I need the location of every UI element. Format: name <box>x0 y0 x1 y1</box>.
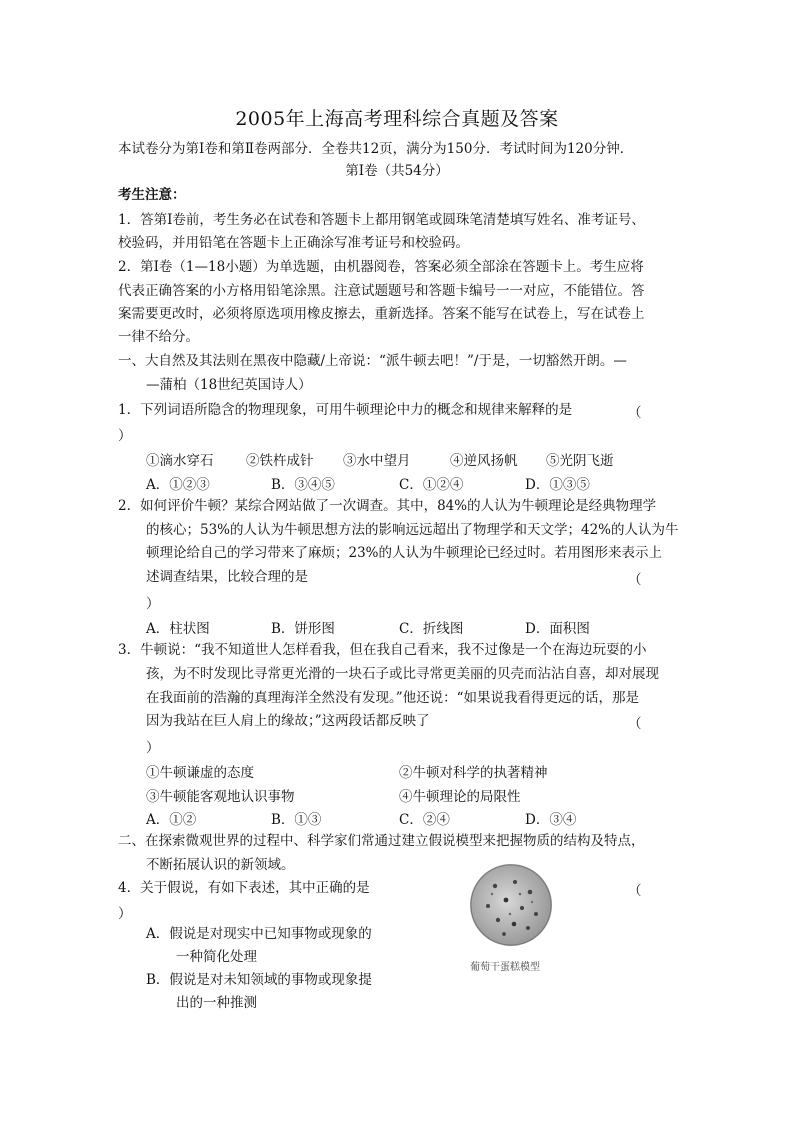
q1-option-a: A．①②③ <box>146 477 210 493</box>
plum-pudding-model-illustration <box>470 864 552 946</box>
section-heading: 第Ⅰ卷（共54分） <box>345 163 449 179</box>
answer-paren-close: ） <box>146 596 160 612</box>
plum-pudding-model-figure <box>470 864 552 946</box>
q4-option-b-line-2: 出的一种推测 <box>176 995 257 1011</box>
q4-option-b-line-1: B．假说是对未知领域的事物或现象提 <box>146 972 372 988</box>
answer-paren-close: ） <box>146 740 160 756</box>
page-title: 2005年上海高考理科综合真题及答案 <box>235 108 559 130</box>
question-4-text: 4．关于假说，有如下表述，其中正确的是 <box>118 880 370 896</box>
notice-2-line-3: 案需要更改时，必须将原选项用橡皮擦去，重新选择。答案不能写在试卷上，写在试卷上 <box>118 306 645 322</box>
q1-item-5: ⑤光阴飞逝 <box>546 453 614 469</box>
q4-option-a-line-1: A．假说是对现实中已知事物或现象的 <box>146 926 372 942</box>
q2-option-b: B．饼形图 <box>271 621 335 637</box>
q4-option-a-line-2: 一种简化处理 <box>176 949 257 965</box>
question-3-line-4: 因为我站在巨人肩上的缘故；”这两段话都反映了 <box>146 713 430 729</box>
intro-text: 本试卷分为第Ⅰ卷和第Ⅱ卷两部分．全卷共12页，满分为150分．考试时间为120分钟． <box>118 141 634 157</box>
q2-option-d: D．面积图 <box>525 621 590 637</box>
answer-paren-close: ） <box>118 428 132 444</box>
q3-item-3: ③牛顿能客观地认识事物 <box>146 789 295 805</box>
notice-2-line-1: 2．第Ⅰ卷（1—18小题）为单选题，由机器阅卷，答案必须全部涂在答题卡上。考生应将 <box>118 259 644 275</box>
q2-option-a: A．柱状图 <box>146 621 210 637</box>
question-1-text: 1．下列词语所隐含的物理现象，可用牛顿理论中力的概念和规律来解释的是 <box>118 402 573 418</box>
question-2-line-4: 述调查结果，比较合理的是 <box>146 569 308 585</box>
q3-item-1: ①牛顿谦虚的态度 <box>146 765 254 781</box>
q3-option-c: C．②④ <box>399 812 450 828</box>
part-2-line-1: 二、在探索微观世界的过程中、科学家们常通过建立假说模型来把握物质的结构及特点， <box>118 833 645 849</box>
figure-caption: 葡萄干蛋糕模型 <box>470 962 540 973</box>
q1-item-1: ①滴水穿石 <box>146 453 214 469</box>
notice-2-line-4: 一律不给分。 <box>118 329 199 345</box>
notice-1-line-1: 1．答第Ⅰ卷前，考生务必在试卷和答题卡上都用钢笔或圆珠笔清楚填写姓名、准考证号、 <box>118 212 645 228</box>
q1-item-4: ④逆风扬帆 <box>450 453 518 469</box>
answer-paren-close: ） <box>118 906 132 922</box>
notice-title: 考生注意： <box>118 187 186 203</box>
question-2-line-3: 顿理论给自己的学习带来了麻烦；23%的人认为牛顿理论已经过时。若用图形来表示上 <box>146 545 663 561</box>
q3-option-d: D．③④ <box>525 812 577 828</box>
answer-paren-open: （ <box>628 716 642 732</box>
q1-option-d: D．①③⑤ <box>525 477 590 493</box>
q1-item-3: ③水中望月 <box>343 453 411 469</box>
q1-item-2: ②铁杵成针 <box>246 453 314 469</box>
answer-paren-open: （ <box>628 572 642 588</box>
notice-2-line-2: 代表正确答案的小方格用铅笔涂黑。注意试题题号和答题卡编号一一对应，不能错位。答 <box>118 283 645 299</box>
q3-item-2: ②牛顿对科学的执著精神 <box>399 765 548 781</box>
answer-paren-open: （ <box>628 405 642 421</box>
part-1-line-1: 一、大自然及其法则在黑夜中隐藏/上帝说：“派牛顿去吧！”/于是，一切豁然开朗。— <box>118 353 627 369</box>
question-2-line-1: 2．如何评价牛顿？某综合网站做了一次调查。其中，84%的人认为牛顿理论是经典物理学 <box>118 498 657 514</box>
question-3-line-1: 3．牛顿说：“我不知道世人怎样看我，但在我自己看来，我不过像是一个在海边玩耍的小 <box>118 642 647 658</box>
q3-item-4: ④牛顿理论的局限性 <box>399 789 521 805</box>
question-2-line-2: 的核心；53%的人认为牛顿思想方法的影响远远超出了物理学和天文学；42%的人认为牛 <box>146 522 679 538</box>
q1-option-c: C．①②④ <box>399 477 464 493</box>
answer-paren-open: （ <box>628 883 642 899</box>
part-1-line-2: —蒲柏（18世纪英国诗人） <box>146 377 312 393</box>
q3-option-b: B．①③ <box>271 812 322 828</box>
q2-option-c: C．折线图 <box>399 621 464 637</box>
notice-1-line-2: 校验码，并用铅笔在答题卡上正确涂写准考证号和校验码。 <box>118 235 469 251</box>
question-3-line-3: 在我面前的浩瀚的真理海洋全然没有发现。”他还说：“如果说我看得更远的话，那是 <box>146 690 640 706</box>
q1-option-b: B．③④⑤ <box>271 477 335 493</box>
question-3-line-2: 孩，为不时发现比寻常更光滑的一块石子或比寻常更美丽的贝壳而沾沾自喜，却对展现 <box>146 666 659 682</box>
part-2-line-2: 不断拓展认识的新领域。 <box>146 857 295 873</box>
q3-option-a: A．①② <box>146 812 197 828</box>
